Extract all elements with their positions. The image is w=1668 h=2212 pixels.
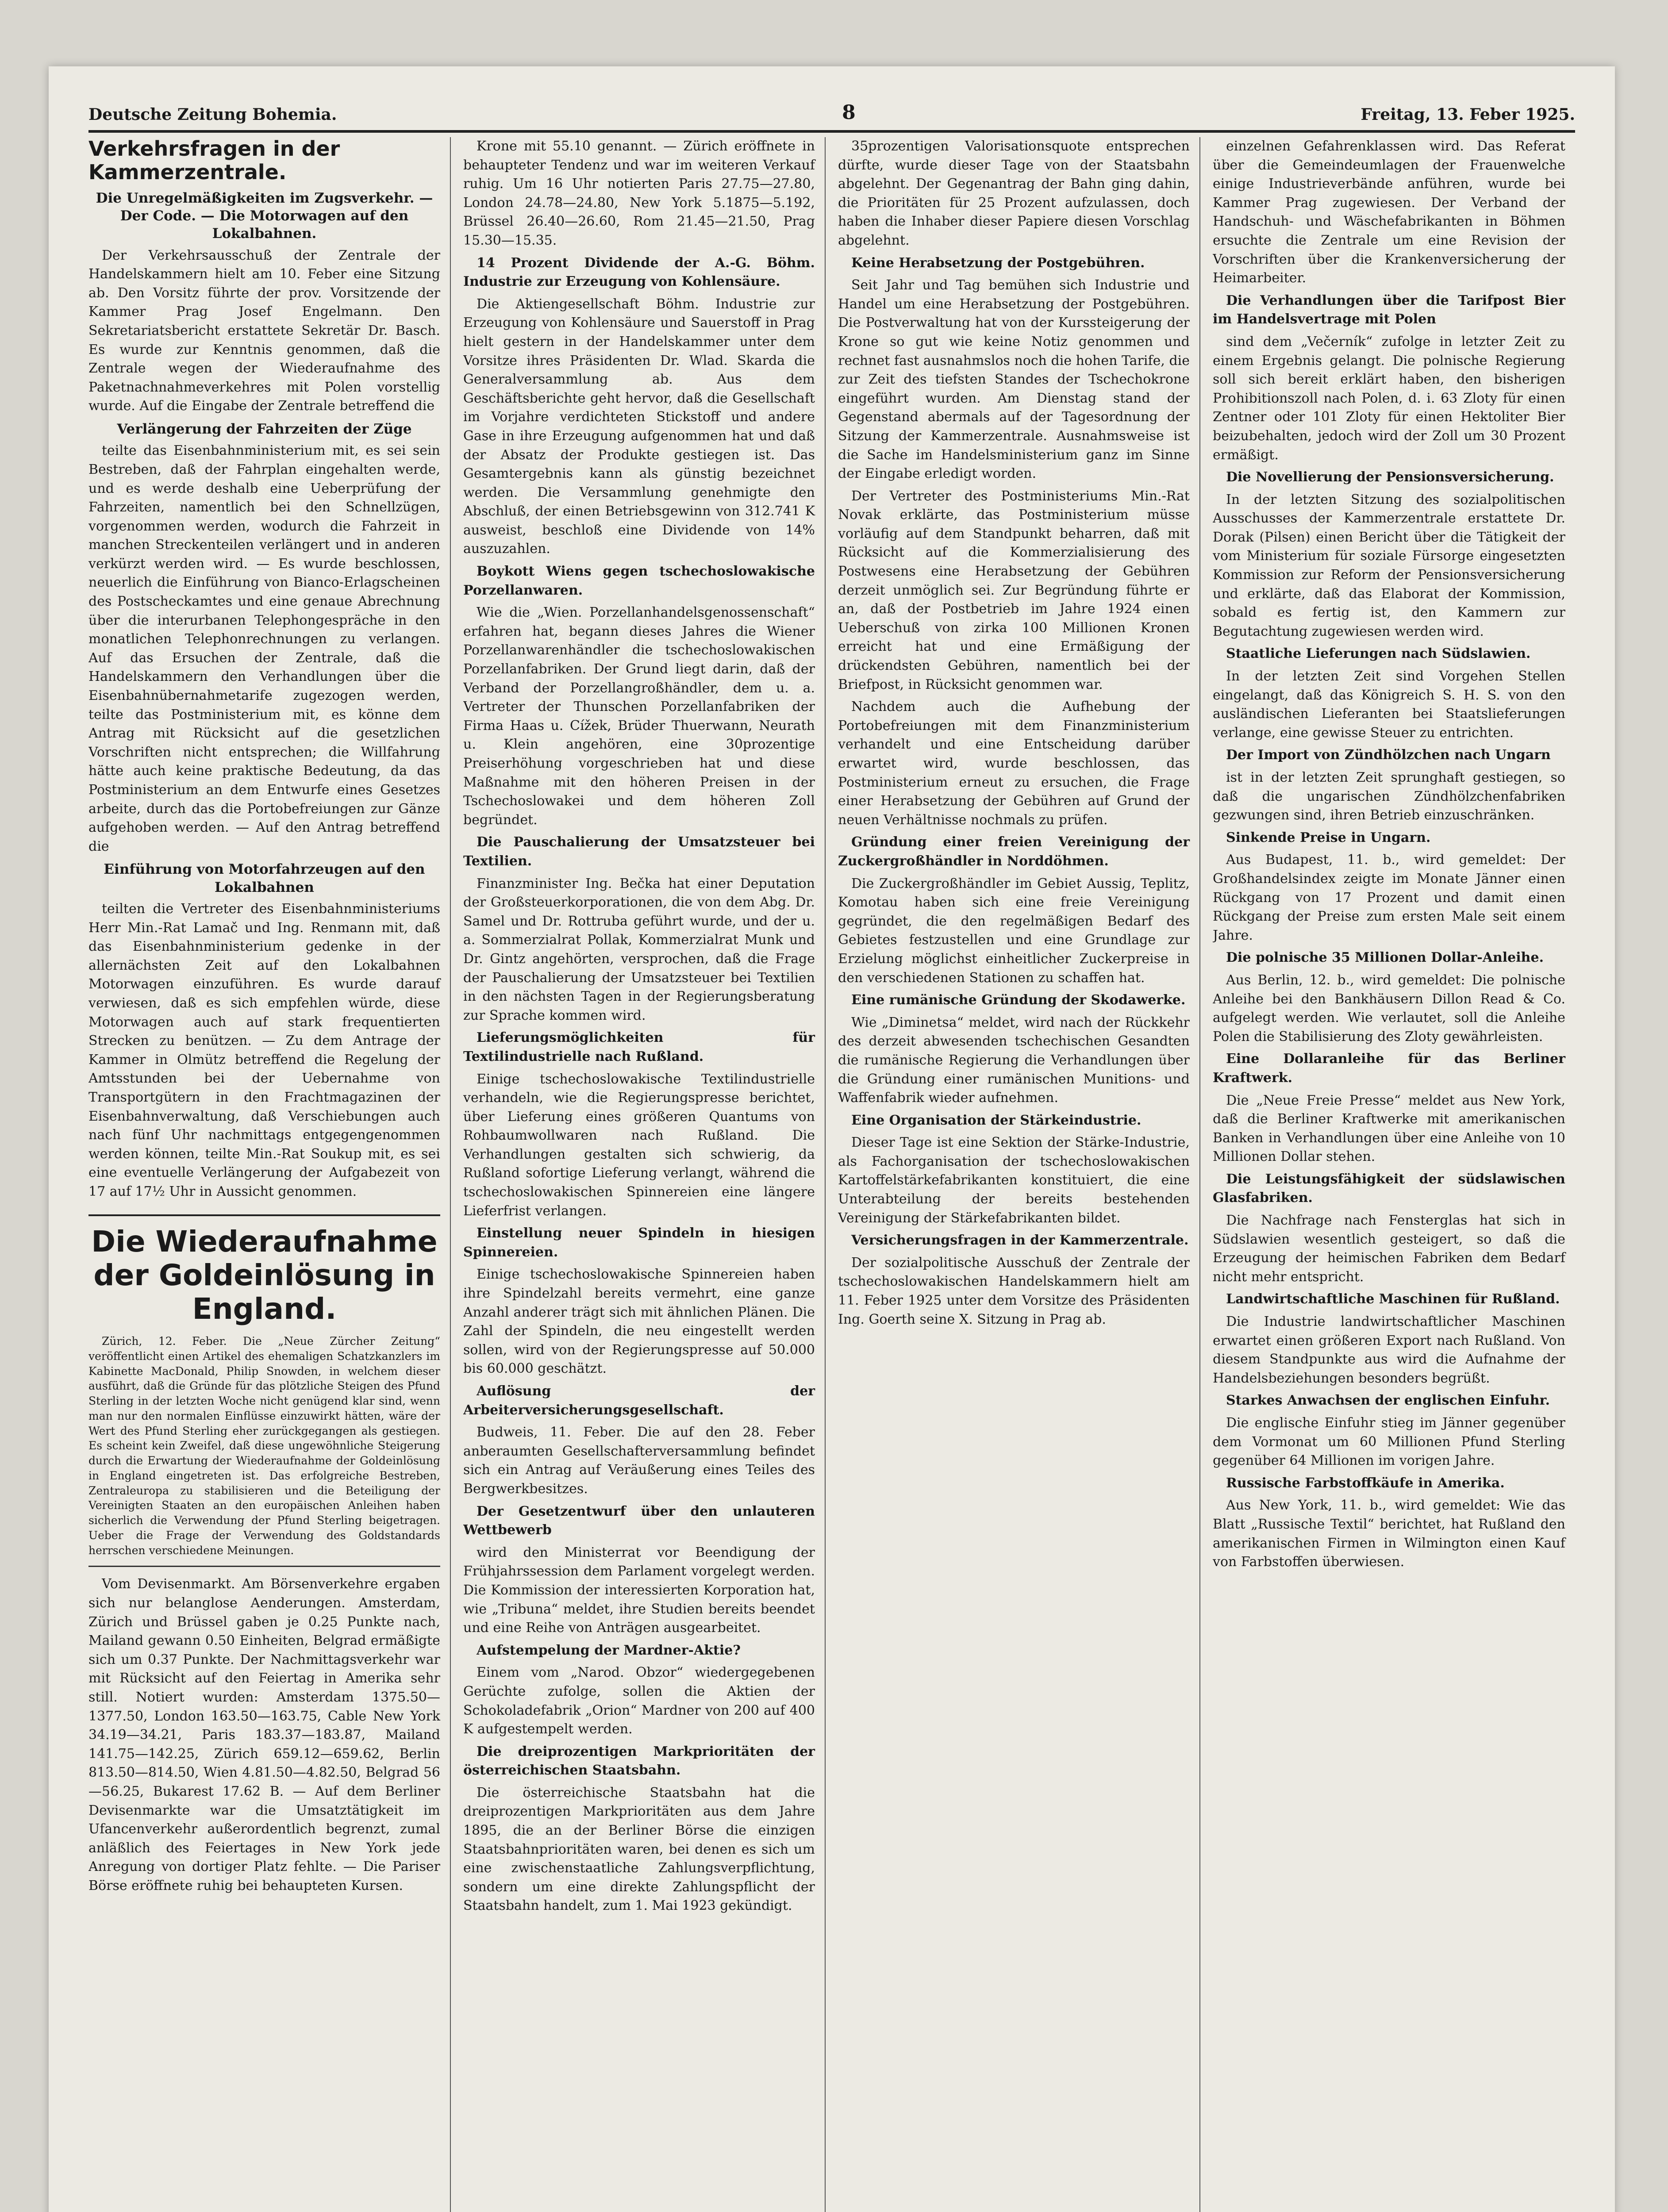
news-headline: Eine Dollaranleihe für das Berliner Kraftwerk. <box>1213 1051 1565 1086</box>
article-paragraph: Budweis, 11. Feber. Die auf den 28. Feber anberaumten Gesellschafterversammlung befindet sich ein Antrag auf Veräußerung eines Teiles des Bergwerkbesitzes. <box>463 1425 815 1497</box>
newspaper-page <box>49 66 1615 2212</box>
news-headline: Der Gesetzentwurf über den unlauteren Wettbewerb <box>463 1503 815 1538</box>
article-paragraph: Die Zuckergroßhändler im Gebiet Aussig, Teplitz, Komotau haben sich eine freie Vereinigung gegründet, die den regelmäßigen Bedarf des Gebietes festzustellen und eine Grundlage zur Erzielung möglichst einheitlicher Zuckerpreise in den verschiedenen Stationen zu schaffen hat. <box>838 876 1190 986</box>
news-headline: Eine Organisation der Stärkeindustrie. <box>851 1112 1141 1128</box>
article-paragraph: Die österreichische Staatsbahn hat die dreiprozentigen Markprioritäten aus dem Jahre 1895, die an der Berliner Börse die einzigen Staatsbahnprioritäten waren, bei denen es sich um eine zwischenstaatliche Zahlungsverpflichtung, sondern um eine direkte Zahlungspflicht der Staatsbahn handelt, zum 1. Mai 1923 gekündigt. <box>463 1785 815 1914</box>
news-headline: Einstellung neuer Spindeln in hiesigen Spinnereien. <box>463 1225 815 1260</box>
news-headline: Keine Herabsetzung der Postgebühren. <box>851 255 1145 271</box>
news-headline: Der Import von Zündhölzchen nach Ungarn <box>1226 747 1551 763</box>
news-headline: Boykott Wiens gegen tschechoslowakische Porzellanwaren. <box>463 564 815 598</box>
news-headline: Die polnische 35 Millionen Dollar-Anleihe. <box>1226 950 1544 966</box>
page-number: 8 <box>842 101 856 124</box>
article-paragraph: Die Aktiengesellschaft Böhm. Industrie zur Erzeugung von Kohlensäure und Sauerstoff in Prag hielt gestern in der Handelskammer unter dem Vorsitze ihres Präsidenten Dr. Wlad. Skarda die Generalversammlung ab. Aus dem Geschäftsberichte geht hervor, daß die Gesellschaft im Vorjahre verdichteten Stickstoff und andere Gase in ihre Erzeugung aufgenommen hat und daß der Absatz der Produkte gestiegen ist. Das Gesamtergebnis kann als günstig bezeichnet werden. Die Versammlung genehmigte den Abschluß, der einen Betriebsgewinn von 312.741 K ausweist, beschloß eine Dividende von 14% auszuzahlen. <box>463 296 815 557</box>
column-3 <box>838 137 1200 2212</box>
article-paragraph: Wie die „Wien. Porzellanhandelsgenossenschaft“ erfahren hat, begann dieses Jahres die Wiener Porzellanwarenhändler die tschechoslowakischen Porzellanfabriken. Der Grund liegt darin, daß der Verband der Porzellangroßhändler, dem u. a. Vertreter der Thunschen Porzellanfabriken der Firma Haas u. Cížek, Brüder Thuerwann, Neurath u. Klein angehören, eine 30prozentige Preiserhöhung vorgeschrieben hat und diese Maßnahme mit den höheren Preisen in der Tschechoslowakei und dem höheren Zoll begründet. <box>463 605 815 828</box>
article-paragraph: Der Verkehrsausschuß der Zentrale der Handelskammern hielt am 10. Feber eine Sitzung ab. Den Vorsitz führte der prov. Vorsitzende der Kammer Prag Josef Engelmann. Den Sekretariatsbericht erstattete Sekretär Dr. Basch. Es wurde zur Kenntnis genommen, daß die Zentrale wegen der Wiederaufnahme des Paketnachnahmeverkehres mit Polen vorstellig wurde. Auf die Eingabe der Zentrale betreffend die <box>88 247 440 414</box>
article-paragraph: In der letzten Zeit sind Vorgehen Stellen eingelangt, daß das Königreich S. H. S. von den ausländischen Lieferanten bei Staatslieferungen verlange, eine gewisse Steuer zu entrichten. <box>1213 668 1565 741</box>
article-paragraph: Krone mit 55.10 genannt. — Zürich eröffnete in behaupteter Tendenz und war im weiteren Verkauf ruhig. Um 16 Uhr notierten Paris 27.75—27.80, London 24.78—24.80, New York 5.1875—5.192, Brüssel 26.40—26.60, Rom 21.45—21.50, Prag 15.30—15.35. <box>463 138 815 248</box>
news-headline: Eine rumänische Gründung der Skodawerke. <box>851 992 1186 1008</box>
column-1 <box>88 137 451 2212</box>
column-4 <box>1213 137 1575 2212</box>
divider <box>88 1566 440 1567</box>
column-2 <box>463 137 826 2212</box>
section-subhead: Verlängerung der Fahrzeiten der Züge <box>117 421 412 438</box>
news-headline: Gründung einer freien Vereinigung der Zuckergroßhändler in Norddöhmen. <box>838 834 1190 869</box>
news-headline: Die Verhandlungen über die Tarifpost Bier im Handelsvertrage mit Polen <box>1213 292 1565 327</box>
article-paragraph: Vom Devisenmarkt. Am Börsenverkehre ergaben sich nur belanglose Aenderungen. Amsterdam, Zürich und Brüssel gaben je 0.25 Punkte nach, Mailand gewann 0.50 Einheiten, Belgrad ermäßigte sich um 0.37 Punkte. Der Nachmittagsverkehr war mit Rücksicht auf den Feiertag in Amerika sehr still. Notiert wurden: Amsterdam 1375.50—1377.50, London 163.50—163.75, Cable New York 34.19—34.21, Paris 183.37—183.87, Mailand 141.75—142.25, Zürich 659.12—659.62, Berlin 813.50—814.50, Wien 4.81.50—4.82.50, Belgrad 56—56.25, Bukarest 17.62 B. — Auf dem Berliner Devisenmarkte war die Umsatztätigkeit im Ufancenverkehr außerordentlich begrenzt, zumal anläßlich des Feiertages in New York jede Anregung von dortiger Platz fehlte. — Die Pariser Börse eröffnete ruhig bei behaupteten Kursen. <box>88 1576 440 1893</box>
article-paragraph: In der letzten Sitzung des sozialpolitischen Ausschusses der Kammerzentrale erstattete Dr. Dorak (Pilsen) einen Bericht über die Tätigkeit der vom Ministerium für soziale Fürsorge eingesetzten Kommission zur Reform der Pensionsversicherung und erklärte, daß das Elaborat der Kommission, sobald es fertig ist, den Kammern zur Begutachtung zugewiesen werden wird. <box>1213 492 1565 639</box>
article-paragraph: Aus Budapest, 11. b., wird gemeldet: Der Großhandelsindex zeigte im Monate Jänner einen Rückgang von 17 Prozent und damit einen Rückgang der Preise zum ersten Male seit einem Jahre. <box>1213 852 1565 943</box>
news-headline: Aufstempelung der Mardner-Aktie? <box>477 1642 741 1658</box>
section-subhead: Einführung von Motorfahrzeugen auf den Lokalbahnen <box>104 861 425 895</box>
news-headline: Lieferungsmöglichkeiten für Textilindustrielle nach Rußland. <box>463 1030 815 1064</box>
article-paragraph: Aus Berlin, 12. b., wird gemeldet: Die polnische Anleihe bei den Bankhäusern Dillon Read & Co. aufgelegt werden. Wie verlautet, soll die Anleihe Polen die Stabilisierung des Zloty gewährleisten. <box>1213 972 1565 1045</box>
article-paragraph: wird den Ministerrat vor Beendigung der Frühjahrssession dem Parlament vorgelegt werden. Die Kommission der interessierten Korporation hat, wie „Tribuna“ meldet, ihre Studien bereits beendet und eine Reihe von Anträgen ausgearbeitet. <box>463 1544 815 1636</box>
news-headline: Russische Farbstoffkäufe in Amerika. <box>1226 1475 1505 1491</box>
news-headline: Die Pauschalierung der Umsatzsteuer bei Textilien. <box>463 834 815 869</box>
article-paragraph: Einige tschechoslowakische Textilindustrielle verhandeln, wie die Regierungspresse berichtet, über Lieferung eines größeren Quantums von Rohbaumwollwaren nach Rußland. Die Verhandlungen gestalten sich schwierig, da Rußland sofortige Lieferung verlangt, während die tschechoslowakischen Spinnereien eine längere Lieferfrist verlangen. <box>463 1071 815 1219</box>
news-headline: Starkes Anwachsen der englischen Einfuhr. <box>1226 1393 1550 1409</box>
news-headline: Landwirtschaftliche Maschinen für Rußland. <box>1226 1291 1560 1307</box>
article-paragraph: Wie „Diminetsa“ meldet, wird nach der Rückkehr des derzeit abwesenden tschechischen Gesandten die rumänische Regierung die Verhandlungen über die Gründung einer rumänischen Munitions- und Waffenfabrik wieder aufnehmen. <box>838 1014 1190 1106</box>
article-paragraph: Einige tschechoslowakische Spinnereien haben ihre Spindelzahl bereits vermehrt, eine ganze Anzahl anderer trägt sich mit ähnlichen Plänen. Die Zahl der Spindeln, die neu eingestellt werden sollen, wird von der Regierungspresse auf 50.000 bis 60.000 geschätzt. <box>463 1267 815 1377</box>
news-headline: Die Novellierung der Pensionsversicherung. <box>1226 469 1554 485</box>
article-paragraph: Dieser Tage ist eine Sektion der Stärke-Industrie, als Fachorganisation der tschechoslowakischen Kartoffelstärkefabrikanten konstituiert, die eine Unterabteilung der bereits bestehenden Vereinigung der Stärkefabrikanten bildet. <box>838 1135 1190 1226</box>
news-headline: Sinkende Preise in Ungarn. <box>1226 830 1431 845</box>
article-headline: Verkehrsfragen in der Kammerzentrale. <box>88 137 340 184</box>
article-paragraph: Aus New York, 11. b., wird gemeldet: Wie das Blatt „Russische Textil“ berichtet, hat Rußland den amerikanischen Firmen in Wilmington einen Kauf von Farbstoffen überwiesen. <box>1213 1498 1565 1570</box>
page-header <box>88 84 1575 133</box>
article-goldeinloesung <box>88 1214 440 1895</box>
article-paragraph: teilten die Vertreter des Eisenbahnministeriums Herr Min.-Rat Lamač und Ing. Renmann mit, daß das Eisenbahnministerium gedenke in der allernächsten Zeit auf den Lokalbahnen Motorwagen einzuführen. Es wurde darauf verwiesen, daß es sich empfehlen würde, diese Motorwagen auch auf stark frequentierten Strecken zu benützen. — Zu dem Antrage der Kammer in Olmütz betreffend die Regelung der Amtsstunden bei der Uebernahme von Transportgütern in den Frachtmagazinen der Eisenbahnverwaltung, daß Verschiebungen auch nach fünf Uhr nachmittags entgegengenommen werden können, teilte Min.-Rat Soukup mit, es sei eine eventuelle Verlängerung der Aufgabezeit von 17 auf 17½ Uhr in Aussicht genommen. <box>88 901 440 1199</box>
article-paragraph: teilte das Eisenbahnministerium mit, es sei sein Bestreben, daß der Fahrplan eingehalten werde, und es werde deshalb eine Ueberprüfung der Fahrzeiten, namentlich bei den Schnellzügen, vorgenommen werden, wodurch die Fahrzeit in manchen Streckenteilen verlängert und in anderen verkürzt werden wird. — Es wurde beschlossen, neuerlich die Einführung von Bianco-Erlagscheinen des Postscheckamtes und eine genaue Abrechnung über die interurbanen Telephongespräche in den monatlichen Telephonrechnungen zu verlangen. Auf das Ersuchen der Zentrale, daß die Handelskammern den Verhandlungen über die Eisenbahnübernahmetarife zugezogen werden, teilte das Postministerium mit, es könne dem Antrag mit Rücksicht auf die gesetzlichen Vorschriften nicht entsprechen; die Willfahrung hätte auch keine praktische Bedeutung, da das Postministerium an dem Entwurfe eines Gesetzes arbeite, durch das die Portobefreiungen zur Gänze aufgehoben werden. — Auf den Antrag betreffend die <box>88 443 440 854</box>
news-headline: Versicherungsfragen in der Kammerzentrale. <box>851 1233 1189 1248</box>
news-headline: 14 Prozent Dividende der A.-G. Böhm. Industrie zur Erzeugung von Kohlensäure. <box>463 255 815 290</box>
article-subtitle: Die Unregelmäßigkeiten im Zugsverkehr. — Der Code. — Die Motorwagen auf den Lokalbahnen. <box>96 190 433 242</box>
issue-date: Freitag, 13. Feber 1925. <box>1361 105 1575 124</box>
article-paragraph: Der Vertreter des Postministeriums Min.-Rat Novak erklärte, das Postministerium müsse vorläufig auf dem Standpunkt beharren, daß mit Rücksicht auf die Kommerzialisierung des Postwesens eine Herabsetzung der Gebühren derzeit unmöglich sei. Zur Begründung führte er an, daß der Postbetrieb im Jahre 1924 einen Ueberschuß von zirka 100 Millionen Kronen erreicht hat und eine Ermäßigung der drückendsten Gebühren, namentlich bei der Briefpost, in Rücksicht genommen war. <box>838 488 1190 692</box>
news-headline: Die Leistungsfähigkeit der südslawischen Glasfabriken. <box>1213 1171 1565 1206</box>
article-paragraph: 35prozentigen Valorisationsquote entsprechen dürfte, wurde dieser Tage von der Staatsbahn abgelehnt. Der Gegenantrag der Bahn ging dahin, die Prioritäten für 25 Prozent aufzulassen, doch haben die Inhaber dieser Papiere diesen Vorschlag abgelehnt. <box>838 138 1190 248</box>
article-paragraph: einzelnen Gefahrenklassen wird. Das Referat über die Gemeindeumlagen der Frauenwelche einige Industrieverbände anführen, wurde bei Kammer Prag zugewiesen. Der Verband der Handschuh- und Wäschefabrikanten in Böhmen ersuchte die Zentrale um eine Revision der Vorschriften über die Krankenversicherung der Heimarbeiter. <box>1213 138 1565 286</box>
article-paragraph: Zürich, 12. Feber. Die „Neue Zürcher Zeitung“ veröffentlicht einen Artikel des ehemaligen Schatzkanzlers im Kabinette MacDonald, Philip Snowden, in welchem dieser ausführt, daß die Gründe für das plötzliche Steigen des Pfund Sterling in der letzten Woche nicht genügend klar sind, wenn man nur den normalen Einflüsse einzuwirkt hätten, wäre der Wert des Pfund Sterling eher zurückgegangen als gestiegen. Es scheint kein Zweifel, daß diese ungewöhnliche Steigerung durch die Erwartung der Wiederaufnahme der Goldeinlösung in England eingetreten ist. Das erfolgreiche Bestreben, Zentraleuropa zu stabilisieren und die Beteiligung der Vereinigten Staaten an den europäischen Anleihen haben sicherlich die Verwendung der Pfund Sterling beigetragen. Ueber die Frage der Verwendung des Goldstandards herrschen verschiedene Meinungen. <box>88 1335 440 1557</box>
article-paragraph: Einem vom „Narod. Obzor“ wiedergegebenen Gerüchte zufolge, sollen die Aktien der Schokoladefabrik „Orion“ Mardner von 200 auf 400 K aufgestempelt werden. <box>463 1665 815 1737</box>
article-paragraph: Die Nachfrage nach Fensterglas hat sich in Südslawien wesentlich gesteigert, so daß die Erzeugung der heimischen Fabriken dem Bedarf nicht mehr entspricht. <box>1213 1213 1565 1285</box>
article-verkehrsfragen <box>88 137 440 1201</box>
article-columns <box>88 137 1575 2212</box>
news-headline: Die dreiprozentigen Markprioritäten der österreichischen Staatsbahn. <box>463 1743 815 1778</box>
article-paragraph: Die englische Einfuhr stieg im Jänner gegenüber dem Vormonat um 60 Millionen Pfund Sterling gegenüber 64 Millionen im vorigen Jahre. <box>1213 1415 1565 1469</box>
article-paragraph: Nachdem auch die Aufhebung der Portobefreiungen mit dem Finanzministerium verhandelt und eine Entscheidung darüber erwartet wird, wurde beschlossen, das Postministerium erneut zu ersuchen, die Frage einer Herabsetzung der Gebühren auf Grund der neuen Verhältnisse nochmals zu prüfen. <box>838 699 1190 828</box>
article-paragraph: Die „Neue Freie Presse“ meldet aus New York, daß die Berliner Kraftwerke mit amerikanischen Banken in Verhandlungen über eine Anleihe von 10 Millionen Dollar stehen. <box>1213 1092 1565 1165</box>
article-paragraph: Finanzminister Ing. Bečka hat einer Deputation der Großsteuerkorporationen, die von dem Abg. Dr. Samel und Dr. Rottruba geführt wurde, und der u. a. Sommerzialrat Pollak, Kommerzialrat Munk und Dr. Gintz angehörten, versprochen, daß die Frage der Pauschalierung der Umsatzsteuer bei Textilien in den nächsten Tagen in der Regierungsberatung zur Sprache kommen wird. <box>463 876 815 1023</box>
news-headline: Staatliche Lieferungen nach Südslawien. <box>1226 646 1531 662</box>
article-paragraph: Die Industrie landwirtschaftlicher Maschinen erwartet einen größeren Export nach Rußland. Von diesem Standpunkte aus wird die Aufnahme der Handelsbeziehungen besonders begrüßt. <box>1213 1314 1565 1386</box>
article-paragraph: sind dem „Večerník“ zufolge in letzter Zeit zu einem Ergebnis gelangt. Die polnische Regierung soll sich bereit erklärt haben, den bisherigen Prohibitionszoll nach Polen, d. i. 63 Zloty für einen Zentner oder 101 Zloty für einen Hektoliter Bier beizubehalten, jedoch wird der Zoll um 30 Prozent ermäßigt. <box>1213 334 1565 463</box>
article-paragraph: Der sozialpolitische Ausschuß der Zentrale der tschechoslowakischen Handelskammern hielt am 11. Feber 1925 unter dem Vorsitze des Präsidenten Ing. Goerth seine X. Sitzung in Prag ab. <box>838 1255 1190 1327</box>
masthead-title: Deutsche Zeitung Bohemia. <box>88 105 337 124</box>
news-headline: Auflösung der Arbeiterversicherungsgesellschaft. <box>463 1383 815 1418</box>
article-paragraph: Seit Jahr und Tag bemühen sich Industrie und Handel um eine Herabsetzung der Postgebühren. Die Postverwaltung hat von der Kurssteigerung der Krone so gut wie keine Notiz genommen und rechnet fast ausnahmslos noch die hohen Tarife, die zur Zeit des tiefsten Standes der Tschechokrone eingeführt wurden. Am Dienstag stand der Gegenstand abermals auf der Tagesordnung der Sitzung der Kammerzentrale. Ausnahmsweise ist die Sache im Handelsministerium ganz im Sinne der Eingabe erledigt worden. <box>838 277 1190 482</box>
article-paragraph: ist in der letzten Zeit sprunghaft gestiegen, so daß die ungarischen Zündhölzchenfabriken gezwungen sind, ihren Betrieb einzuschränken. <box>1213 770 1565 823</box>
article-headline: Die Wiederaufnahme der Goldeinlösung in England. <box>88 1214 440 1326</box>
